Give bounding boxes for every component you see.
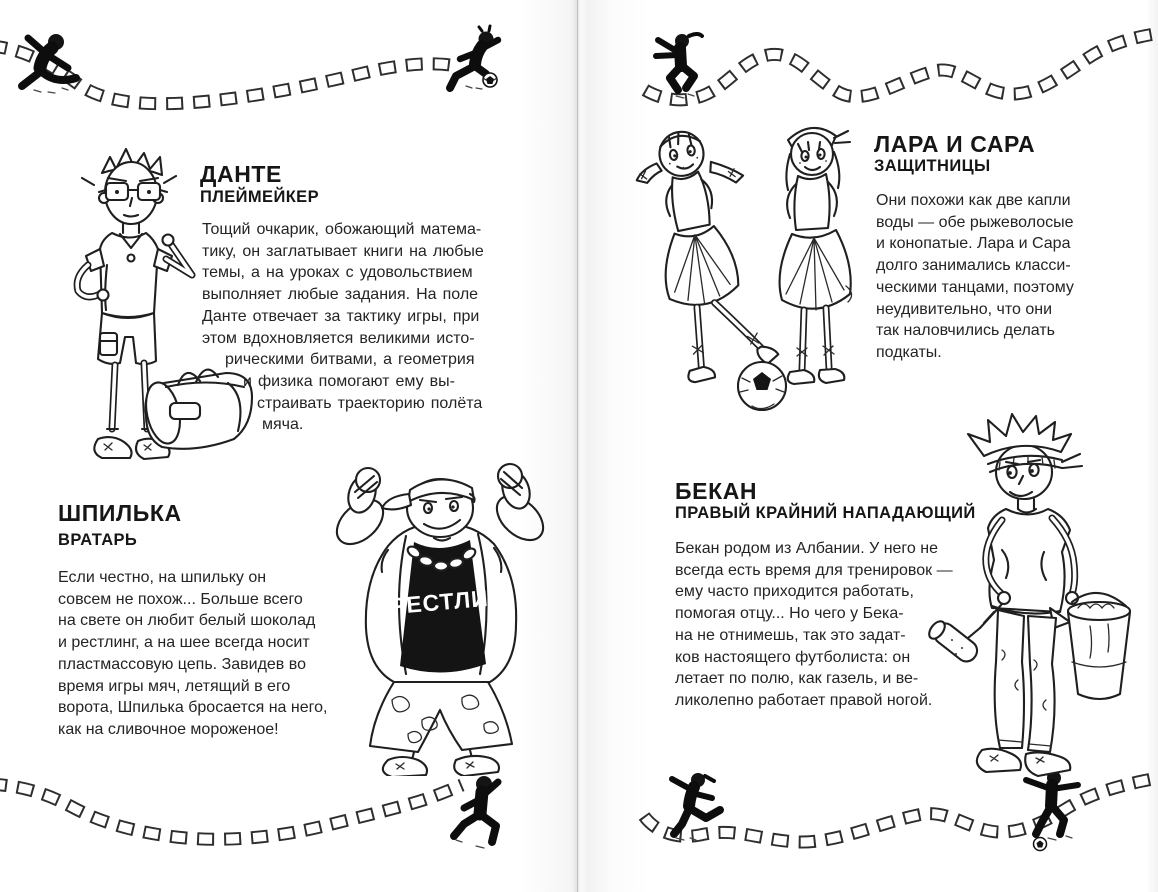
player-silhouette-leap-icon [656, 34, 702, 98]
description-line: Они похожи как две капли [876, 192, 1071, 209]
character-role-lara-sara: ЗАЩИТНИЦЫ [874, 157, 991, 175]
description-line: на не отнимешь, так это задат- [675, 626, 906, 644]
description-line: и рестлинг, а на шее всегда носит [58, 634, 310, 652]
description-line: ему часто приходится работать, [675, 583, 914, 601]
description-line: всегда есть время для тренировок — [675, 561, 953, 579]
character-role-dante: ПЛЕЙМЕЙКЕР [200, 188, 319, 206]
description-line: подкаты. [876, 343, 942, 361]
character-description-dante [202, 219, 494, 436]
description-line: Если честно, на шпильку он [58, 569, 267, 586]
description-line: как на сливочное мороженое! [58, 720, 279, 738]
character-description-shpilka [58, 567, 338, 741]
description-line: Бекан родом из Албании. У него не [675, 540, 938, 557]
player-silhouette-sprint-ball-icon [450, 26, 498, 89]
character-role-bekan: ПРАВЫЙ КРАЙНИЙ НАПАДАЮЩИЙ [675, 504, 976, 522]
description-line: темы, а на уроках с удовольствием [202, 264, 473, 282]
shpilka-illustration [322, 458, 562, 776]
soccer-ball-icon [483, 73, 497, 87]
character-name-shpilka: ШПИЛЬКА [58, 500, 182, 526]
player-silhouette-run-icon [454, 776, 498, 848]
character-name-bekan: БЕКАН [675, 478, 758, 504]
description-line: на свете он любит белый шоколад [58, 612, 316, 630]
description-line: Данте отвечает за тактику игры, при [202, 307, 480, 325]
character-name-lara-sara: ЛАРА И САРА [874, 131, 1036, 157]
girl-sara [780, 128, 852, 384]
description-line: выполняет любые задания. На поле [202, 286, 479, 304]
chain-top-left [0, 46, 450, 104]
shirt-text: РЕСТЛИ [388, 584, 490, 620]
description-line: мяча. [262, 416, 304, 434]
description-line: тику, он заглатывает книги на любые [202, 242, 484, 260]
character-role-shpilka: ВРАТАРЬ [58, 531, 138, 549]
description-line: и физика помогают ему вы- [243, 372, 455, 390]
description-line: долго занимались класси- [876, 257, 1071, 275]
bucket [1068, 593, 1130, 699]
chain-top-right [645, 32, 1158, 100]
shpilka-goalkeeper [329, 464, 552, 776]
description-line: ческими танцами, поэтому [876, 278, 1074, 296]
character-description-lara-sara [876, 190, 1116, 364]
description-line: ликолепно работает правой ногой. [675, 691, 933, 709]
description-line: воды — обе рыжеволосые [876, 213, 1074, 231]
description-line: этом вдохновляется великими исто- [202, 329, 475, 347]
chain-bottom-left [0, 784, 462, 839]
description-line: пластмассовую цепь. Завидев во [58, 655, 306, 673]
description-line: время игры мяч, летящий в его [58, 677, 291, 695]
description-line: и конопатые. Лара и Сара [876, 235, 1071, 253]
page-gutter-line [577, 0, 578, 892]
soccer-ball [738, 362, 786, 410]
description-line: ков настоящего футболиста: он [675, 648, 911, 666]
description-line: помогая отцу... Но чего у Бека- [675, 605, 904, 623]
description-line: летает по полю, как газель, и ве- [675, 670, 919, 688]
character-description-bekan [675, 538, 965, 712]
page-edge-shadow [1146, 0, 1158, 892]
description-line: совсем не похож... Больше всего [58, 590, 303, 608]
soccer-ball-icon [1034, 838, 1047, 851]
lara-sara-illustration [620, 108, 872, 443]
description-line: Тощий очкарик, обожающий матема- [202, 221, 482, 238]
description-line: страивать траекторию полёта [257, 394, 483, 412]
description-line: так наловчились делать [876, 322, 1055, 340]
description-line: ворота, Шпилька бросается на него, [58, 699, 328, 717]
girl-lara [631, 123, 781, 387]
description-line: рическими битвами, а геометрия [225, 351, 475, 369]
description-line: неудивительно, что они [876, 300, 1053, 318]
character-name-dante: ДАНТЕ [200, 161, 282, 187]
